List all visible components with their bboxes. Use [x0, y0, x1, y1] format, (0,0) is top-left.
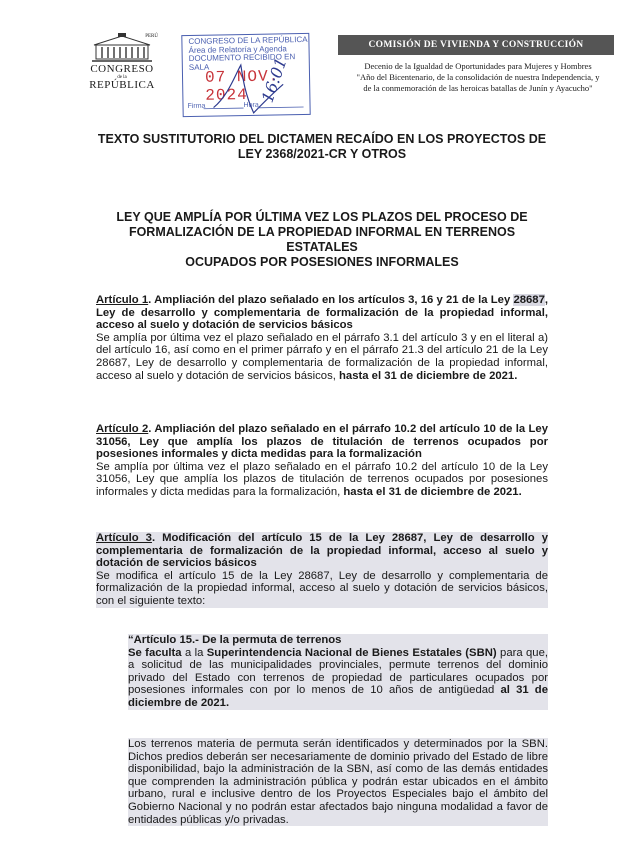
article-3-heading — [96, 532, 548, 570]
substitute-text-title — [96, 132, 548, 162]
law-title-line-3: OCUPADOS POR POSESIONES INFORMALES — [185, 255, 459, 269]
stamp-line-1: CONGRESO DE LA REPÚBLICA — [188, 34, 308, 46]
decree-text — [338, 61, 618, 94]
article-1-heading — [96, 294, 548, 332]
article-2-heading — [96, 423, 548, 461]
stamp-firma-label: Firma — [187, 102, 206, 111]
quote-deadline: al 31 de diciembre de 2021. — [128, 684, 548, 709]
article-3-body: Se modifica el artículo 15 de la Ley 28687, Ley de desarrollo y complementaria de formalización de la propiedad informal, acceso al suelo y dotación de servicios básicos, con el siguiente texto: — [96, 569, 548, 607]
stamp-handwritten-time: 16:01 — [257, 55, 291, 105]
article-1-body — [96, 332, 548, 382]
logo-text-republica: REPÚBLICA — [89, 79, 155, 91]
reception-stamp — [181, 33, 310, 117]
quote-p1-b: para que, a solicitud de las municipalidades provinciales, permute terrenos del dominio privado del Estado con terrenos de propiedad de particulares ocupados por posesiones informales con por lo menos de 10 años de antigüedad — [128, 646, 548, 697]
commission-banner: COMISIÓN DE VIVIENDA Y CONSTRUCCIÓN — [338, 35, 614, 55]
law-title-line-2: FORMALIZACIÓN DE LA PROPIEDAD INFORMAL EN TERRENOS ESTATALES — [128, 225, 516, 254]
quote-p1-a: a la — [181, 646, 207, 659]
quote-p1-bold-a: Se faculta — [128, 646, 182, 659]
article-3-heading-text: . Modificación del artículo 15 de la Ley 28687, Ley de desarrollo y complementaria de formalización de la propiedad informal, acceso al suelo y dotación de servicios básicos — [96, 532, 548, 570]
decree-line-2: "Año del Bicentenario, de la consolidación de nuestra Independencia, y — [356, 72, 600, 82]
congress-building-icon — [92, 33, 152, 63]
article-2-label: Artículo 2 — [96, 423, 149, 435]
article-2 — [96, 423, 548, 499]
article-1-heading-a: . Ampliación del plazo señalado en los artículos 3, 16 y 21 de la Ley — [148, 294, 514, 306]
article-2-heading-text: . Ampliación del plazo señalado en el párrafo 10.2 del artículo 10 de la Ley 31056, Ley que amplía los plazos de titulación de terrenos ocupados por posesiones informales y dicta medidas para la formalización — [96, 423, 548, 461]
article-1-deadline: hasta el 31 de diciembre de 2021. — [339, 369, 518, 382]
article-2-body-text: Se amplía por última vez el plazo señalado en el párrafo 10.2 del artículo 10 de la Ley 31056, Ley que amplía los plazos de titulación de terrenos ocupados por posesiones informales y dicta medidas para la formalización, — [96, 460, 548, 498]
law-title — [96, 210, 548, 270]
article-1-heading-b: , Ley de desarrollo y complementaria de formalización de la propiedad informal, acceso al suelo y dotación de servicios básicos — [96, 294, 548, 332]
logo-text-congreso: CONGRESO — [90, 63, 154, 75]
law-title-line-1: LEY QUE AMPLÍA POR ÚLTIMA VEZ LOS PLAZOS DEL PROCESO DE — [116, 210, 528, 224]
stamp-line-3: DOCUMENTO RECIBIDO EN SALA — [188, 52, 296, 72]
decree-line-1: Decenio de la Igualdad de Oportunidades para Mujeres y Hombres — [364, 61, 592, 71]
congress-logo — [84, 33, 160, 91]
quote-heading: “Artículo 15.- De la permuta de terrenos — [128, 634, 342, 646]
stamp-line-2: Área de Relatoría y Agenda — [188, 43, 287, 55]
article-2-deadline: hasta el 31 de diciembre de 2021. — [343, 485, 522, 498]
substitute-title-line-2: LEY 2368/2021-CR Y OTROS — [237, 147, 407, 161]
quoted-article-15 — [128, 634, 548, 710]
article-1-body-text: Se amplía por última vez el plazo señalado en el párrafo 3.1 del artículo 3 y en el literal a) del artículo 16, así como en el primer párrafo y en el párrafo 21.3 del artículo 21 de la Ley 28687, Ley de desarrollo y complementaria de formalización de la propiedad informal, acceso al suelo y dotación de servicios básicos, — [96, 331, 548, 382]
article-3-label: Artículo 3 — [96, 532, 152, 544]
logo-country: PERÚ — [145, 34, 158, 39]
decree-line-3: de la conmemoración de las heroicas batallas de Junín y Ayacucho" — [363, 83, 593, 93]
quote-paragraph-1 — [128, 647, 548, 710]
substitute-title-line-1: TEXTO SUSTITUTORIO DEL DICTAMEN RECAÍDO EN LOS PROYECTOS DE — [97, 132, 547, 146]
article-1-label: Artículo 1 — [96, 294, 149, 306]
stamp-hora-label: Hora — [243, 101, 259, 110]
article-2-body — [96, 461, 548, 499]
quote-paragraph-2: Los terrenos materia de permuta serán identificados y determinados por la SBN. Dichos predios deberán ser necesariamente de dominio privado del Estado de libre disponibilidad, bajo la administración de la SBN, así como de las demás entidades que comprenden la administración pública y podrán estar ubicados en el ámbito urbano, rural e inclusive dentro de los Proyectos Especiales bajo el ámbito del Gobierno Nacional y no podrán estar afectados bajo ninguna modalidad a favor de entidades públicas y/o privadas. — [128, 738, 548, 826]
stamp-date: 07 NOV. 2024 — [204, 67, 280, 105]
article-3 — [96, 532, 548, 608]
quote-sbn: Superintendencia Nacional de Bienes Estatales (SBN) — [206, 646, 497, 659]
logo-text-de-la: de la — [117, 75, 127, 80]
article-1 — [96, 294, 548, 382]
signature-scribble — [182, 34, 312, 126]
article-1-highlight: 28687 — [513, 294, 545, 306]
